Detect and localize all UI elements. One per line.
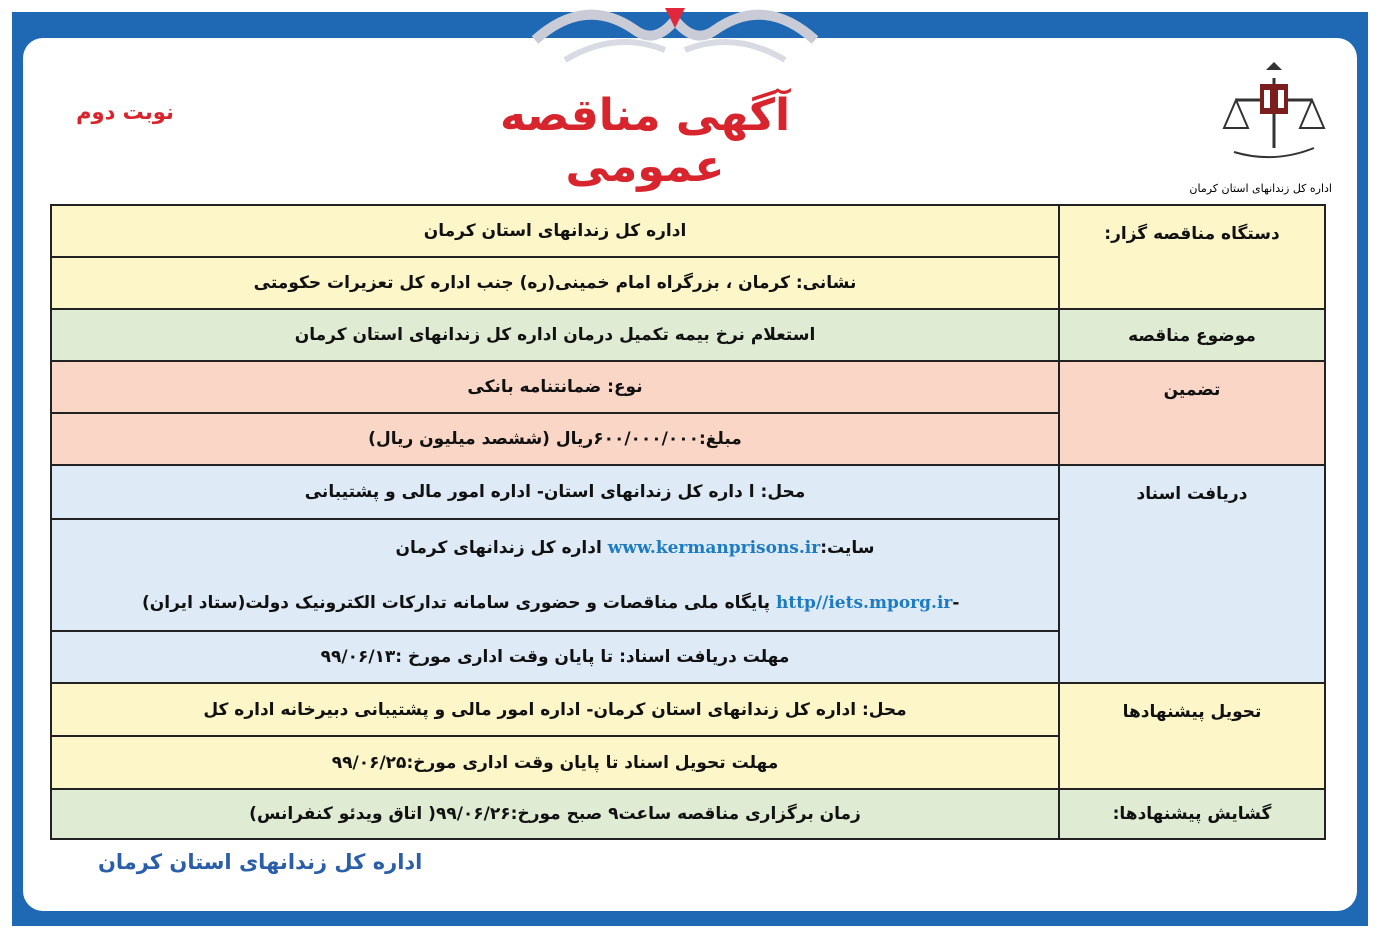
documents-sites: [52, 520, 1058, 632]
guarantee-label: تضمین: [1058, 362, 1324, 466]
opening-row: [52, 790, 1324, 838]
site-line: [52, 538, 1058, 558]
tender-table: [50, 204, 1326, 840]
subject-row: [52, 310, 1324, 362]
subject-text: استعلام نرخ بیمه تکمیل درمان اداره کل زندانهای استان کرمان: [52, 310, 1058, 362]
portal-text: پایگاه ملی مناقصات و حضوری سامانه تدارکات الکترونیک دولت(ستاد ایران): [142, 592, 776, 613]
organizer-address: نشانی: کرمان ، بزرگراه امام خمینی(ره) جنب اداره کل تعزیرات حکومتی: [52, 258, 1058, 310]
submission-place: محل: اداره کل زندانهای استان کرمان- اداره امور مالی و پشتیبانی دبیرخانه اداره کل: [52, 684, 1058, 737]
portal-line: [52, 593, 1058, 613]
logo-caption: اداره کل زندانهای استان کرمان: [1189, 182, 1332, 195]
guarantee-type: نوع: ضمانتنامه بانکی: [52, 362, 1058, 414]
guarantee-amount: مبلغ:۶۰۰/۰۰۰/۰۰۰ریال (ششصد میلیون ریال): [52, 414, 1058, 466]
opening-label: گشایش پیشنهادها:: [1058, 790, 1324, 838]
organizer-name: اداره کل زندانهای استان کرمان: [52, 206, 1058, 258]
subject-label: موضوع مناقصه: [1058, 310, 1324, 362]
organizer-row: [52, 206, 1324, 310]
site-suffix: اداره کل زندانهای کرمان: [395, 537, 608, 558]
documents-place: محل: ا داره کل زندانهای استان- اداره امور مالی و پشتیبانی: [52, 466, 1058, 520]
prisons-emblem-icon: [1214, 60, 1334, 170]
footer-signature: اداره کل زندانهای استان کرمان: [98, 850, 423, 874]
ornament-icon: [525, 0, 825, 80]
submission-row: [52, 684, 1324, 790]
opening-time: زمان برگزاری مناقصه ساعت۹ صبح مورخ:۹۹/۰۶/۲۶( اتاق ویدئو کنفرانس): [52, 790, 1058, 838]
documents-label: دریافت اسناد: [1058, 466, 1324, 684]
documents-deadline: مهلت دریافت اسناد: تا پایان وقت اداری مورخ :۹۹/۰۶/۱۳: [52, 632, 1058, 684]
notice-title: آگهی مناقصه عمومی: [499, 90, 791, 192]
guarantee-row: [52, 362, 1324, 466]
site-prefix: سایت:: [820, 537, 875, 558]
portal-link[interactable]: http//iets.mporg.ir: [775, 592, 953, 613]
turn-label: نوبت دوم: [76, 100, 174, 124]
site-link[interactable]: www.kermanprisons.ir: [607, 537, 821, 558]
documents-row: [52, 466, 1324, 684]
organizer-label: دستگاه مناقصه گزار:: [1058, 206, 1324, 310]
portal-prefix: -: [952, 592, 960, 613]
submission-deadline: مهلت تحویل اسناد تا پایان وقت اداری مورخ:۹۹/۰۶/۲۵: [52, 737, 1058, 790]
submission-label: تحویل پیشنهادها: [1058, 684, 1324, 790]
